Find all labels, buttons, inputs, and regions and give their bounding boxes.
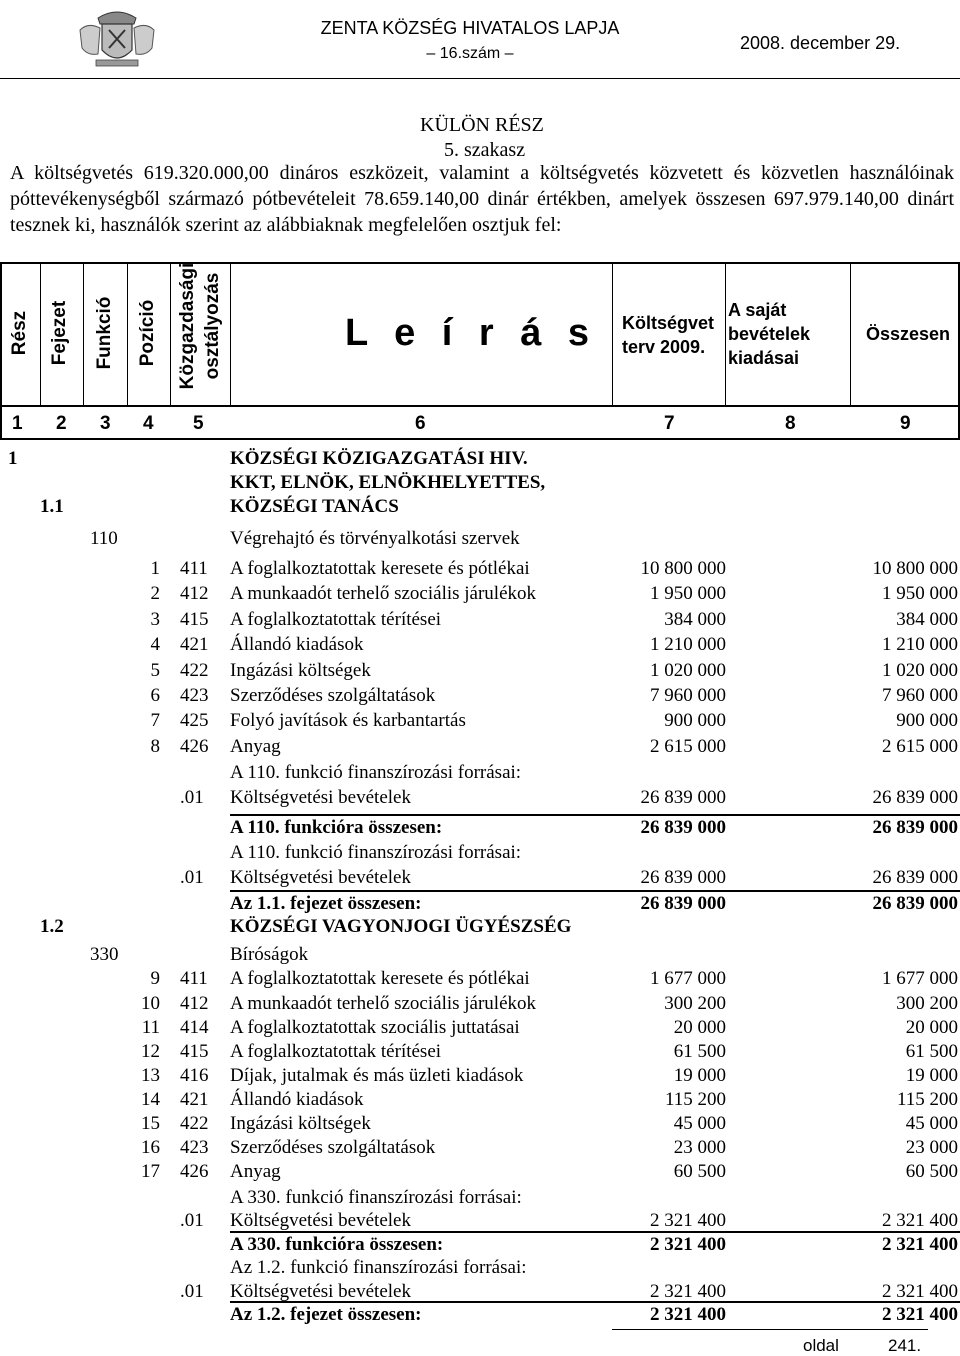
section-title: KÜLÖN RÉSZ (420, 114, 544, 136)
cell-poz: 10 (141, 993, 160, 1014)
table-row (0, 557, 960, 581)
cell-kozg: 412 (180, 583, 209, 604)
cell-ktg: 300 200 (664, 993, 726, 1014)
table-row (0, 684, 960, 708)
table-row (0, 1160, 960, 1184)
cell-desc: Folyó javítások és karbantartás (230, 710, 466, 731)
cell-sum: 384 000 (896, 609, 958, 630)
cell-kozg: 422 (180, 660, 209, 681)
cell-resz: 1 (8, 448, 18, 469)
page-number: 241. (888, 1336, 922, 1355)
col-divider (850, 262, 851, 406)
cell-sum: 10 800 000 (872, 558, 958, 579)
cell-desc: Anyag (230, 736, 281, 757)
cell-ktg: 2 615 000 (650, 736, 726, 757)
cell-sum: 26 839 000 (872, 787, 958, 808)
col-terv: terv 2009. (622, 337, 706, 357)
col-divider (40, 262, 41, 406)
cell-kozg: .01 (180, 867, 204, 888)
cell-desc: KKT, ELNÖK, ELNÖKHELYETTES, (230, 472, 546, 493)
cell-sum: 2 321 400 (882, 1304, 958, 1325)
cell-sum: 115 200 (896, 1089, 958, 1110)
col-number: 5 (193, 413, 204, 434)
col-leiras: L e í r á s (345, 312, 598, 354)
cell-sum: 2 321 400 (882, 1234, 958, 1255)
cell-ktg: 2 321 400 (650, 1304, 726, 1325)
cell-kozg: 423 (180, 1137, 209, 1158)
cell-desc: Az 1.1. fejezet összesen: (230, 893, 422, 914)
table-row (0, 471, 960, 495)
cell-sum: 1 677 000 (882, 968, 958, 989)
table-row (0, 761, 960, 785)
table-row (0, 1088, 960, 1112)
cell-sum: 61 500 (905, 1041, 958, 1062)
cell-ktg: 1 950 000 (650, 583, 726, 604)
cell-ktg: 26 839 000 (640, 787, 726, 808)
cell-poz: 8 (150, 736, 160, 757)
cell-poz: 3 (150, 609, 160, 630)
table-row (0, 447, 960, 471)
cell-desc: A 330. funkcióra összesen: (230, 1234, 444, 1255)
cell-desc: Ingázási költségek (230, 660, 371, 681)
cell-ktg: 60 500 (673, 1161, 726, 1182)
col-number: 6 (415, 413, 426, 434)
cell-poz: 16 (141, 1137, 160, 1158)
cell-poz: 5 (150, 660, 160, 681)
cell-kozg: 426 (180, 736, 209, 757)
table-row (0, 1233, 960, 1257)
cell-kozg: 416 (180, 1065, 209, 1086)
col-resz: Rész (9, 310, 30, 356)
cell-sum: 26 839 000 (872, 867, 958, 888)
table-row (0, 633, 960, 657)
cell-ktg: 115 200 (664, 1089, 726, 1110)
cell-fun: 330 (90, 944, 119, 965)
cell-kozg: 426 (180, 1161, 209, 1182)
cell-desc: A foglalkoztatottak térítései (230, 1041, 442, 1062)
cell-desc: Az 1.2. funkció finanszírozási forrásai: (230, 1257, 527, 1278)
col-divider (170, 262, 171, 406)
coat-of-arms-logo (76, 4, 158, 72)
table-row (0, 1112, 960, 1136)
cell-ktg: 900 000 (664, 710, 726, 731)
cell-sum: 900 000 (896, 710, 958, 731)
table-row (0, 992, 960, 1016)
cell-poz: 2 (150, 583, 160, 604)
cell-poz: 17 (141, 1161, 160, 1182)
total-rule (230, 890, 960, 892)
cell-sum: 2 321 400 (882, 1210, 958, 1231)
cell-ktg: 26 839 000 (640, 893, 726, 914)
col-divider (127, 262, 128, 406)
table-row (0, 659, 960, 683)
cell-poz: 1 (150, 558, 160, 579)
cell-kozg: 415 (180, 609, 209, 630)
newspaper-title: ZENTA KÖZSÉG HIVATALOS LAPJA (320, 18, 620, 38)
col-divider (230, 262, 231, 406)
cell-desc: Költségvetési bevételek (230, 1281, 411, 1302)
cell-desc: Állandó kiadások (230, 634, 364, 655)
cell-poz: 9 (150, 968, 160, 989)
cell-kozg: .01 (180, 1281, 204, 1302)
header-divider (0, 78, 960, 79)
table-row (0, 841, 960, 865)
col-number: 1 (12, 413, 23, 434)
col-koltsegvet: Költségvet (622, 313, 715, 333)
cell-sum: 1 210 000 (882, 634, 958, 655)
cell-desc: Ingázási költségek (230, 1113, 371, 1134)
cell-kozg: 412 (180, 993, 209, 1014)
table-row (0, 608, 960, 632)
cell-sum: 26 839 000 (872, 893, 958, 914)
col-sajat: A saját (728, 300, 787, 320)
cell-sum: 20 000 (905, 1017, 958, 1038)
cell-desc: A foglalkoztatottak keresete és pótlékai (230, 558, 530, 579)
cell-desc: A 330. funkció finanszírozási forrásai: (230, 1187, 522, 1208)
total-rule (230, 1231, 960, 1233)
cell-ktg: 2 321 400 (650, 1210, 726, 1231)
cell-sum: 26 839 000 (872, 817, 958, 838)
col-osztalyozas: osztályozás (202, 272, 223, 380)
cell-poz: 11 (141, 1017, 160, 1038)
table-row (0, 786, 960, 810)
table-row (0, 967, 960, 991)
cell-poz: 12 (141, 1041, 160, 1062)
cell-desc: Költségvetési bevételek (230, 787, 411, 808)
cell-ktg: 61 500 (673, 1041, 726, 1062)
cell-sum: 2 615 000 (882, 736, 958, 757)
cell-desc: A 110. funkció finanszírozási forrásai: (230, 762, 522, 783)
cell-kozg: .01 (180, 1210, 204, 1231)
table-row (0, 1186, 960, 1210)
cell-poz: 4 (150, 634, 160, 655)
cell-sum: 1 020 000 (882, 660, 958, 681)
issue-number: – 16.szám – (426, 45, 514, 62)
header-separator (0, 405, 960, 407)
col-divider (612, 262, 613, 406)
cell-poz: 14 (141, 1089, 160, 1110)
col-fejezet: Fejezet (49, 300, 70, 366)
table-row (0, 1016, 960, 1040)
table-row (0, 943, 960, 967)
cell-kozg: 422 (180, 1113, 209, 1134)
table-row (0, 1136, 960, 1160)
cell-kozg: 411 (180, 968, 208, 989)
cell-desc: Anyag (230, 1161, 281, 1182)
cell-sum: 2 321 400 (882, 1281, 958, 1302)
cell-desc: Az 1.2. fejezet összesen: (230, 1304, 422, 1325)
col-number: 2 (56, 413, 67, 434)
cell-desc: A foglalkoztatottak szociális juttatásai (230, 1017, 520, 1038)
col-divider (725, 262, 726, 406)
cell-kozg: .01 (180, 787, 204, 808)
cell-kozg: 425 (180, 710, 209, 731)
cell-sum: 23 000 (905, 1137, 958, 1158)
footer-divider (612, 1329, 928, 1330)
cell-ktg: 7 960 000 (650, 685, 726, 706)
cell-kozg: 415 (180, 1041, 209, 1062)
cell-desc: A 110. funkció finanszírozási forrásai: (230, 842, 522, 863)
cell-desc: A munkaadót terhelő szociális járulékok (230, 993, 537, 1014)
cell-ktg: 26 839 000 (640, 867, 726, 888)
col-osszesen: Összesen (866, 324, 951, 344)
issue-date: 2008. december 29. (740, 33, 901, 53)
table-row (0, 866, 960, 890)
cell-desc: Költségvetési bevételek (230, 1210, 411, 1231)
table-row (0, 816, 960, 840)
table-row (0, 1256, 960, 1280)
table-row (0, 709, 960, 733)
col-number: 8 (785, 413, 796, 434)
cell-sum: 60 500 (905, 1161, 958, 1182)
cell-poz: 13 (141, 1065, 160, 1086)
cell-desc: KÖZSÉGI KÖZIGAZGATÁSI HIV. (230, 448, 528, 469)
col-funkcio: Funkció (94, 296, 115, 370)
col-kozgazdasagi: Közgazdasági (177, 262, 198, 390)
cell-desc: A foglalkoztatottak keresete és pótlékai (230, 968, 530, 989)
cell-ktg: 26 839 000 (640, 817, 726, 838)
table-row (0, 1303, 960, 1327)
cell-sum: 7 960 000 (882, 685, 958, 706)
cell-ktg: 384 000 (664, 609, 726, 630)
cell-ktg: 20 000 (673, 1017, 726, 1038)
table-row (0, 892, 960, 916)
col-number: 4 (143, 413, 154, 434)
cell-ktg: 2 321 400 (650, 1234, 726, 1255)
cell-fej: 1.2 (40, 916, 64, 937)
table-row (0, 1064, 960, 1088)
total-rule (230, 814, 960, 816)
cell-poz: 6 (150, 685, 160, 706)
cell-kozg: 423 (180, 685, 209, 706)
col-kiadasai: kiadásai (728, 348, 800, 368)
cell-fun: 110 (90, 528, 118, 549)
table-row (0, 527, 960, 551)
page-label: oldal (803, 1336, 839, 1355)
cell-desc: Díjak, jutalmak és más üzleti kiadások (230, 1065, 524, 1086)
cell-sum: 19 000 (905, 1065, 958, 1086)
cell-ktg: 2 321 400 (650, 1281, 726, 1302)
cell-sum: 45 000 (905, 1113, 958, 1134)
cell-desc: Szerződéses szolgáltatások (230, 1137, 436, 1158)
table-row (0, 1209, 960, 1233)
table-row (0, 735, 960, 759)
cell-desc: Állandó kiadások (230, 1089, 364, 1110)
col-pozicio: Pozíció (137, 299, 158, 367)
cell-poz: 7 (150, 710, 160, 731)
cell-ktg: 10 800 000 (640, 558, 726, 579)
cell-desc: Bíróságok (230, 944, 309, 965)
table-row (0, 915, 960, 939)
cell-kozg: 414 (180, 1017, 209, 1038)
col-number: 9 (900, 413, 911, 434)
table-row (0, 582, 960, 606)
cell-desc: Végrehajtó és törvényalkotási szervek (230, 528, 520, 549)
table-row (0, 1040, 960, 1064)
col-number: 3 (100, 413, 111, 434)
cell-ktg: 1 677 000 (650, 968, 726, 989)
cell-sum: 300 200 (896, 993, 958, 1014)
cell-desc: Szerződéses szolgáltatások (230, 685, 436, 706)
cell-kozg: 421 (180, 634, 209, 655)
cell-desc: A foglalkoztatottak térítései (230, 609, 442, 630)
cell-ktg: 1 020 000 (650, 660, 726, 681)
cell-poz: 15 (141, 1113, 160, 1134)
cell-sum: 1 950 000 (882, 583, 958, 604)
table-row (0, 495, 960, 519)
intro-paragraph: A költségvetés 619.320.000,00 dináros eszközeit, valamint a költségvetés közvetett és közvetlen használóinak póttevékenységből származó pótbevételeit 78.659.140,00 dinár értékben, amelyek összesen 697.979.140,00 dinárt tesznek ki, használók szerint az alábbiaknak megfelelően osztjuk fel: (10, 162, 954, 236)
cell-ktg: 19 000 (673, 1065, 726, 1086)
cell-ktg: 23 000 (673, 1137, 726, 1158)
cell-kozg: 421 (180, 1089, 209, 1110)
cell-kozg: 411 (180, 558, 208, 579)
cell-desc: Költségvetési bevételek (230, 867, 411, 888)
col-number: 7 (664, 413, 675, 434)
section-subtitle: 5. szakasz (444, 139, 526, 161)
cell-desc: A 110. funkcióra összesen: (230, 817, 443, 838)
cell-fej: 1.1 (40, 496, 64, 517)
col-bevetelek: bevételek (728, 324, 811, 344)
cell-ktg: 45 000 (673, 1113, 726, 1134)
cell-desc: A munkaadót terhelő szociális járulékok (230, 583, 537, 604)
total-rule (230, 1301, 960, 1303)
cell-ktg: 1 210 000 (650, 634, 726, 655)
col-divider (83, 262, 84, 406)
cell-desc: KÖZSÉGI VAGYONJOGI ÜGYÉSZSÉG (230, 916, 572, 937)
cell-desc: KÖZSÉGI TANÁCS (230, 496, 399, 517)
